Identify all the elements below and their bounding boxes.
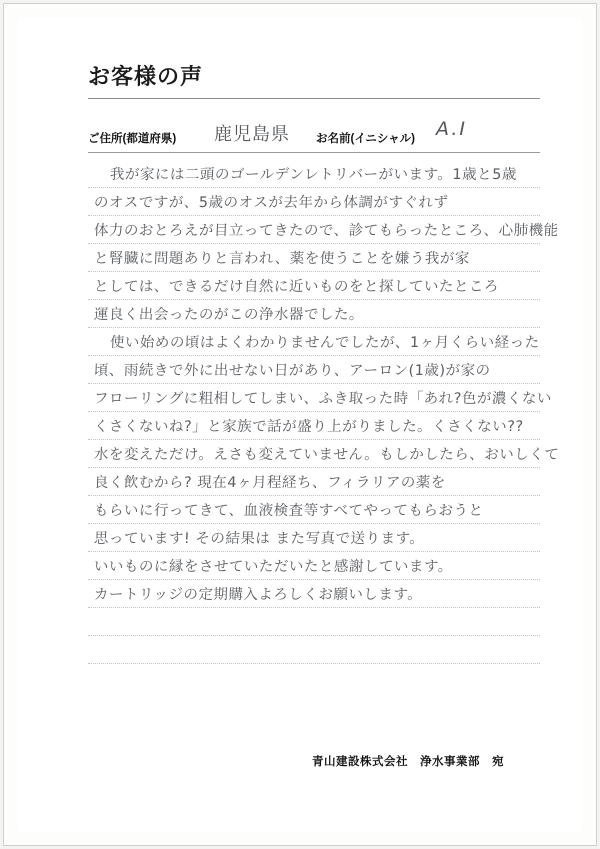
body-line-text: 水を変えただけ。えさも変えていません。もしかしたら、おいしくて: [93, 447, 560, 463]
body-line-text: くさくないね?」と家族で話が盛り上がりました。くさくない??: [93, 419, 524, 435]
body-line-text: と腎臓に問題ありと言われ、薬を使うことを嫌う我が家: [93, 251, 471, 267]
body-line-text: 良く飲むから? 現在4ヶ月程経ち、フィラリアの薬を: [93, 475, 447, 491]
body-line-text: 体力のおとろえが目立ってきたので、診てもらったところ、心肺機能: [93, 223, 559, 239]
address-value: 鹿児島県: [214, 124, 290, 145]
body-line-text: いいものに縁をさせていただいたと感謝しています。: [93, 559, 454, 575]
name-value: A.I: [436, 118, 467, 140]
body-line: [88, 216, 559, 244]
title-divider: [88, 98, 540, 99]
body-line-text: 頃、雨続きで外に出せない日があり、アーロン(1歳)が家の: [93, 363, 491, 379]
body-line: [88, 524, 540, 552]
body-line: [88, 384, 553, 412]
body-line: [88, 272, 540, 300]
body-line: [88, 412, 540, 440]
body-line: [88, 356, 540, 384]
body-line: [88, 328, 540, 356]
body-line-text: 使い始めの頃はよくわかりませんでしたが、1ヶ月くらい経った: [109, 335, 540, 351]
paper-sheet: [18, 18, 582, 831]
body-line-text: としては、できるだけ自然に近いものをと探していたところ: [93, 279, 500, 295]
body-line-text: フローリングに粗相してしまい、ふき取った時「あれ?色が濃くない: [93, 391, 553, 407]
body-line: [88, 188, 540, 216]
address-label: ご住所(都道府県): [88, 133, 177, 145]
body-line-text: 運良く出会ったのがこの浄水器でした。: [93, 307, 365, 323]
body-line-text: 我が家には二頭のゴールデンレトリバーがいます。1歳と5歳: [109, 167, 518, 183]
body-line: [88, 580, 540, 608]
scan-border: [3, 3, 597, 846]
body-line-text: のオスですが、5歳のオスが去年から体調がすぐれず: [93, 195, 449, 211]
field-divider: [88, 152, 540, 153]
page-title: お客様の声: [88, 64, 204, 89]
body-line-text: もらいに行ってきて、血液検査等すべてやってもらおうと: [93, 503, 484, 519]
body-line: [88, 468, 540, 496]
body-line-text: カートリッジの定期購入よろしくお願いします。: [93, 587, 423, 603]
body-line: [88, 244, 540, 272]
body-line: [88, 552, 540, 580]
body-line-empty: [88, 636, 540, 664]
name-label: お名前(イニシャル): [316, 133, 415, 145]
body-line-text: 思っています! その結果は また写真で送ります。: [93, 531, 425, 547]
handwritten-body: [88, 160, 560, 664]
body-line: [88, 160, 540, 188]
body-line-empty: [88, 608, 540, 636]
body-line: [88, 496, 540, 524]
body-line: [88, 440, 560, 468]
body-line: [88, 300, 540, 328]
footer-recipient: 青山建設株式会社 浄水事業部 宛: [312, 756, 504, 768]
form-field-row: [88, 118, 540, 150]
